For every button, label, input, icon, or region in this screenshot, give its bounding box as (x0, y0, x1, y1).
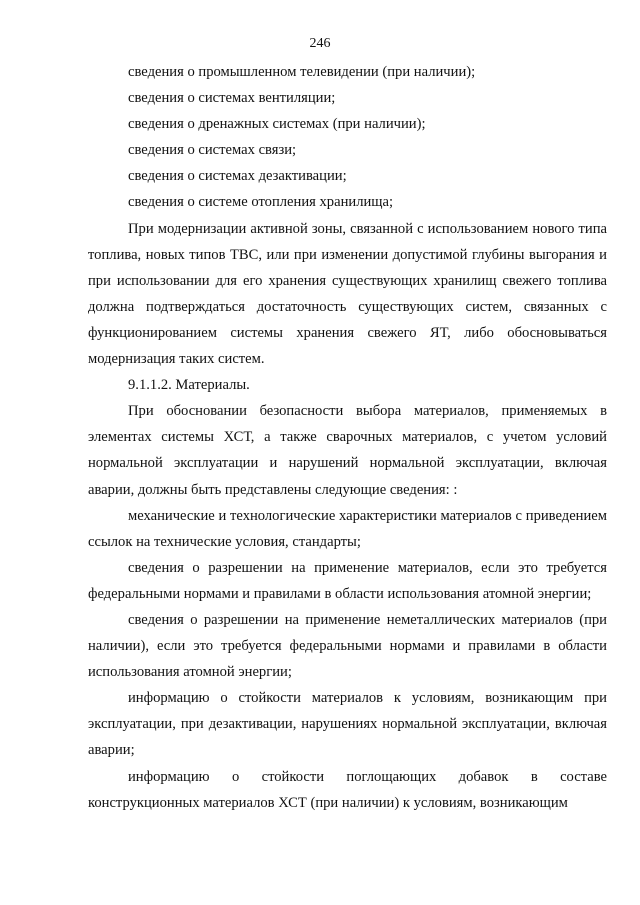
section-heading-materials: 9.1.1.2. Материалы. (128, 377, 250, 394)
paragraph-material-resistance: информацию о стойкости материалов к условиям, возникающим при эксплуатации, при дезактивации, нарушениях нормальной эксплуатации, включая аварии; (88, 690, 607, 759)
paragraph-drainage: сведения о дренажных системах (при наличии); (128, 116, 426, 133)
page-number: 246 (309, 36, 331, 51)
paragraph-communication: сведения о системах связи; (128, 142, 297, 159)
paragraph-core-modernization: При модернизации активной зоны, связанной с использованием нового типа топлива, новых типов ТВС, или при изменении допустимой глубины выгорания и при использовании для его хранения существующих хранилищ свежего топлива должна подтверждаться достаточность существующих систем, связанных с функционированием системы хранения свежего ЯТ, либо обосновываться модернизация таких систем. (88, 220, 607, 368)
paragraph-mechanical-characteristics: механические и технологические характеристики материалов с приведением ссылок на технические условия, стандарты; (88, 507, 607, 550)
paragraph-heating: сведения о системе отопления хранилища; (128, 194, 394, 211)
paragraph-materials-safety: При обосновании безопасности выбора материалов, применяемых в элементах системы ХСТ, а также сварочных материалов, с учетом условий нормальной эксплуатации и нарушений нормальной эксплуатации, включая аварии, должны быть представлены следующие сведения: : (88, 403, 607, 498)
paragraph-material-permission: сведения о разрешении на применение материалов, если это требуется федеральными нормами и правилами в области использования атомной энергии; (88, 559, 607, 602)
paragraph-industrial-tv: сведения о промышленном телевидении (при наличии); (128, 64, 476, 80)
paragraph-absorbing-additives: информацию о стойкости поглощающих добавок в составе конструкционных материалов ХСТ (при наличии) к условиям, возникающим (88, 768, 607, 811)
paragraph-ventilation: сведения о системах вентиляции; (128, 90, 336, 107)
document-body (88, 59, 607, 816)
paragraph-decontamination: сведения о системах дезактивации; (128, 168, 347, 185)
paragraph-nonmetallic-permission: сведения о разрешении на применение неметаллических материалов (при наличии), если это требуется федеральными нормами и правилами в области использования атомной энергии; (88, 611, 607, 681)
